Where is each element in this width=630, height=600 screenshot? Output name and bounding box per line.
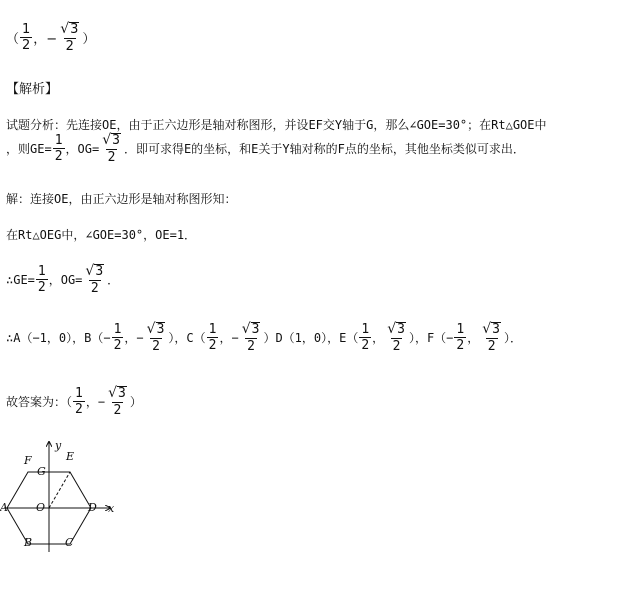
label-e: E <box>66 450 75 463</box>
segment-oe <box>49 472 70 508</box>
fraction-half: $\frac{1}{2}$ <box>208 322 217 354</box>
hexagon-figure <box>0 440 130 560</box>
label-d: D <box>88 501 97 514</box>
fraction-sqrt3-half: √ 3 2 <box>387 321 405 355</box>
label-f: F <box>24 454 32 467</box>
solution-line-3: ∴GE= $\frac{1}{2}$ ，OG= √ 3 2 ． <box>6 263 120 297</box>
label-g: G <box>37 465 46 478</box>
solution-line-1: 解：连接OE，由正六边形是轴对称图形知： <box>6 192 237 206</box>
fraction-half: $\frac{1}{2}$ <box>456 322 465 354</box>
fraction-sqrt3-half: √ 3 2 <box>108 385 126 419</box>
fraction-sqrt3-half: √ 3 2 <box>102 132 120 166</box>
fraction-sqrt3-half: √ 3 2 <box>85 263 104 297</box>
analysis-line-2: ，则GE= $\frac{1}{2}$ ，OG= √ 3 2 ．即可求得E的坐标，和E关于Y轴对称的F点的坐标，其他坐标类似可求出． <box>6 132 525 166</box>
fraction-sqrt3-half: √ 3 2 <box>60 21 79 55</box>
fraction-half: $\frac{1}{2}$ <box>113 322 122 354</box>
fraction-half: $\frac{1}{2}$ <box>75 386 83 418</box>
solution-line-2: 在Rt△OEG中，∠GOE=30°，OE=1． <box>6 228 197 242</box>
label-c: C <box>65 536 74 549</box>
fraction-half: $\frac{1}{2}$ <box>22 22 31 54</box>
fraction-sqrt3-half: √ 3 2 <box>146 321 165 355</box>
label-y: y <box>55 440 62 452</box>
fraction-half: $\frac{1}{2}$ <box>361 322 370 354</box>
section-title: 【解析】 <box>6 82 59 97</box>
answer-top: （ $\frac{1}{2}$ ，− √ 3 2 ） <box>6 21 96 55</box>
label-o: O <box>36 501 46 514</box>
fraction-sqrt3-half: √ 3 2 <box>482 321 500 355</box>
label-x: x <box>108 502 115 515</box>
fraction-sqrt3-half: √ 3 2 <box>241 321 260 355</box>
final-answer: 故答案为：（ $\frac{1}{2}$ ，− √ 3 2 ） <box>6 385 142 419</box>
analysis-line-1: 试题分析：先连接OE，由于正六边形是轴对称图形，并设EF交Y轴于G，那么∠GOE=30°；在Rt△GOE中 <box>6 118 547 132</box>
label-a: A <box>0 501 8 514</box>
fraction-half: $\frac{1}{2}$ <box>37 264 46 296</box>
label-b: B <box>24 536 33 549</box>
coordinates-line: ∴A（−1，0），B（− $\frac{1}{2}$ ，− √ 3 2 ），C（ $\frac{1}{2}$ ，− √ 3 2 ）D（1，0），E（ $\frac{1}{2}$ ， √ 3 2 ），F（− $\frac{1}{2}$ ， √ 3 2 ）． <box>6 321 522 355</box>
fraction-half: $\frac{1}{2}$ <box>54 133 63 165</box>
